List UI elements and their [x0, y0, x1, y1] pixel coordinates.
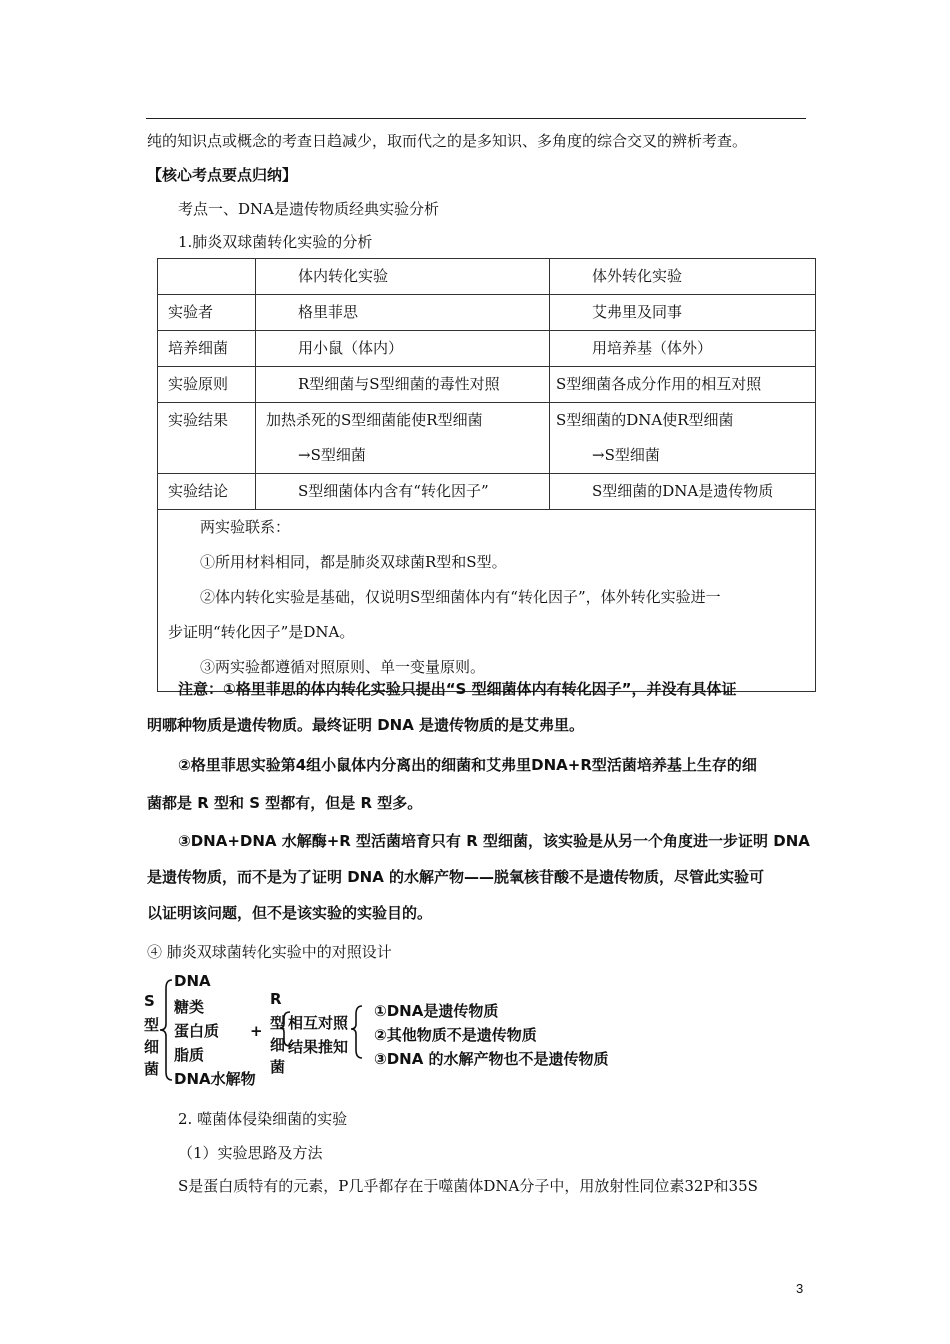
row-label: 培养细菌	[158, 331, 256, 367]
conclusion-item: ③DNA 的水解产物也不是遗传物质	[374, 1050, 609, 1068]
point1-title: 考点一、DNA是遗传物质经典实验分析	[178, 200, 439, 218]
s-char: 菌	[144, 1060, 160, 1078]
component-item: DNA	[174, 972, 211, 990]
s-letter: S	[144, 992, 155, 1010]
sub1-title: 1.肺炎双球菌转化实验的分析	[178, 233, 373, 251]
table-cell	[550, 403, 816, 474]
cell-line: →S型细菌	[592, 446, 660, 464]
links-cell	[158, 510, 816, 692]
conclusion-item: ②其他物质不是遗传物质	[374, 1026, 537, 1044]
row-label: 实验原则	[158, 367, 256, 403]
table-cell: S型细菌体内含有“转化因子”	[256, 474, 550, 510]
row-label: 实验结果	[158, 403, 256, 474]
intro-text: 纯的知识点或概念的考查日趋减少，取而代之的是多知识、多角度的综合交叉的辨析考查。	[147, 132, 748, 150]
table-cell: 格里菲思	[256, 295, 550, 331]
table-cell: R型细菌与S型细菌的毒性对照	[256, 367, 550, 403]
section-title: 【核心考点要点归纳】	[147, 166, 298, 184]
conclusion-item: ①DNA是遗传物质	[374, 1002, 499, 1020]
component-item: 蛋白质	[174, 1022, 220, 1040]
table-cell: S型细菌各成分作用的相互对照	[550, 367, 816, 403]
item4-title: ④ 肺炎双球菌转化实验中的对照设计	[147, 943, 392, 961]
component-item: 脂质	[174, 1046, 205, 1064]
method-item: 相互对照	[288, 1014, 349, 1032]
note-line: ②格里菲思实验第4组小鼠体内分离出的细菌和艾弗里DNA+R型活菌培养基上生存的细	[178, 756, 757, 774]
page-number: 3	[796, 1281, 804, 1296]
row-label: 实验者	[158, 295, 256, 331]
note-line: ③DNA+DNA 水解酶+R 型活菌培育只有 R 型细菌，该实验是从另一个角度进一步证明 DNA	[178, 832, 810, 850]
sub2-1-title: （1）实验思路及方法	[178, 1144, 323, 1162]
links-title: 两实验联系：	[200, 518, 291, 536]
links-item: ②体内转化实验是基础，仅说明S型细菌体内有“转化因子”，体外转化实验进一	[200, 588, 721, 606]
experiment-table	[157, 258, 816, 692]
header-rule	[146, 118, 806, 119]
links-item: 步证明“转化因子”是DNA。	[168, 623, 355, 641]
note-line: 注意：①格里菲思的体内转化实验只提出“S 型细菌体内有转化因子”，并没有具体证	[178, 680, 737, 698]
table-row	[158, 403, 816, 474]
table-row	[158, 474, 816, 510]
table-links-row	[158, 510, 816, 692]
table-cell: S型细菌的DNA是遗传物质	[550, 474, 816, 510]
s-char: 型	[144, 1016, 160, 1034]
r-letter: R	[270, 990, 282, 1008]
note-line: 是遗传物质，而不是为了证明 DNA 的水解产物——脱氧核苷酸不是遗传物质，尽管此实验可	[147, 868, 765, 886]
table-row	[158, 331, 816, 367]
r-char: 细	[270, 1036, 286, 1054]
table-cell	[158, 259, 256, 295]
plus-sign: +	[250, 1022, 263, 1040]
table-cell	[256, 403, 550, 474]
r-char: 菌	[270, 1058, 286, 1076]
cell-line: →S型细菌	[298, 446, 366, 464]
control-design-diagram	[140, 972, 660, 1092]
cell-line: 加热杀死的S型细菌能使R型细菌	[266, 411, 483, 429]
links-item: ①所用材料相同，都是肺炎双球菌R型和S型。	[200, 553, 507, 571]
sub2-text: S是蛋白质特有的元素，P几乎都存在于噬菌体DNA分子中，用放射性同位素32P和35S	[178, 1177, 758, 1195]
component-item: DNA水解物	[174, 1070, 256, 1088]
component-item: 糖类	[174, 998, 205, 1016]
s-char: 细	[144, 1038, 160, 1056]
cell-line: S型细菌的DNA使R型细菌	[556, 411, 734, 429]
links-item: ③两实验都遵循对照原则、单一变量原则。	[200, 658, 486, 676]
table-cell: 用培养基（体外）	[550, 331, 816, 367]
note-line: 以证明该问题，但不是该实验的实验目的。	[147, 904, 433, 922]
table-row	[158, 295, 816, 331]
table-header-row	[158, 259, 816, 295]
table-cell: 用小鼠（体内）	[256, 331, 550, 367]
table-row	[158, 367, 816, 403]
method-item: 结果推知	[288, 1038, 349, 1056]
row-label: 实验结论	[158, 474, 256, 510]
note-line: 菌都是 R 型和 S 型都有，但是 R 型多。	[147, 794, 423, 812]
table-cell: 艾弗里及同事	[550, 295, 816, 331]
r-char: 型	[270, 1014, 286, 1032]
note-line: 明哪种物质是遗传物质。最终证明 DNA 是遗传物质的是艾弗里。	[147, 716, 585, 734]
table-header-in-vitro: 体外转化实验	[550, 259, 816, 295]
table-header-in-vivo: 体内转化实验	[256, 259, 550, 295]
sub2-title: 2. 噬菌体侵染细菌的实验	[178, 1110, 348, 1128]
